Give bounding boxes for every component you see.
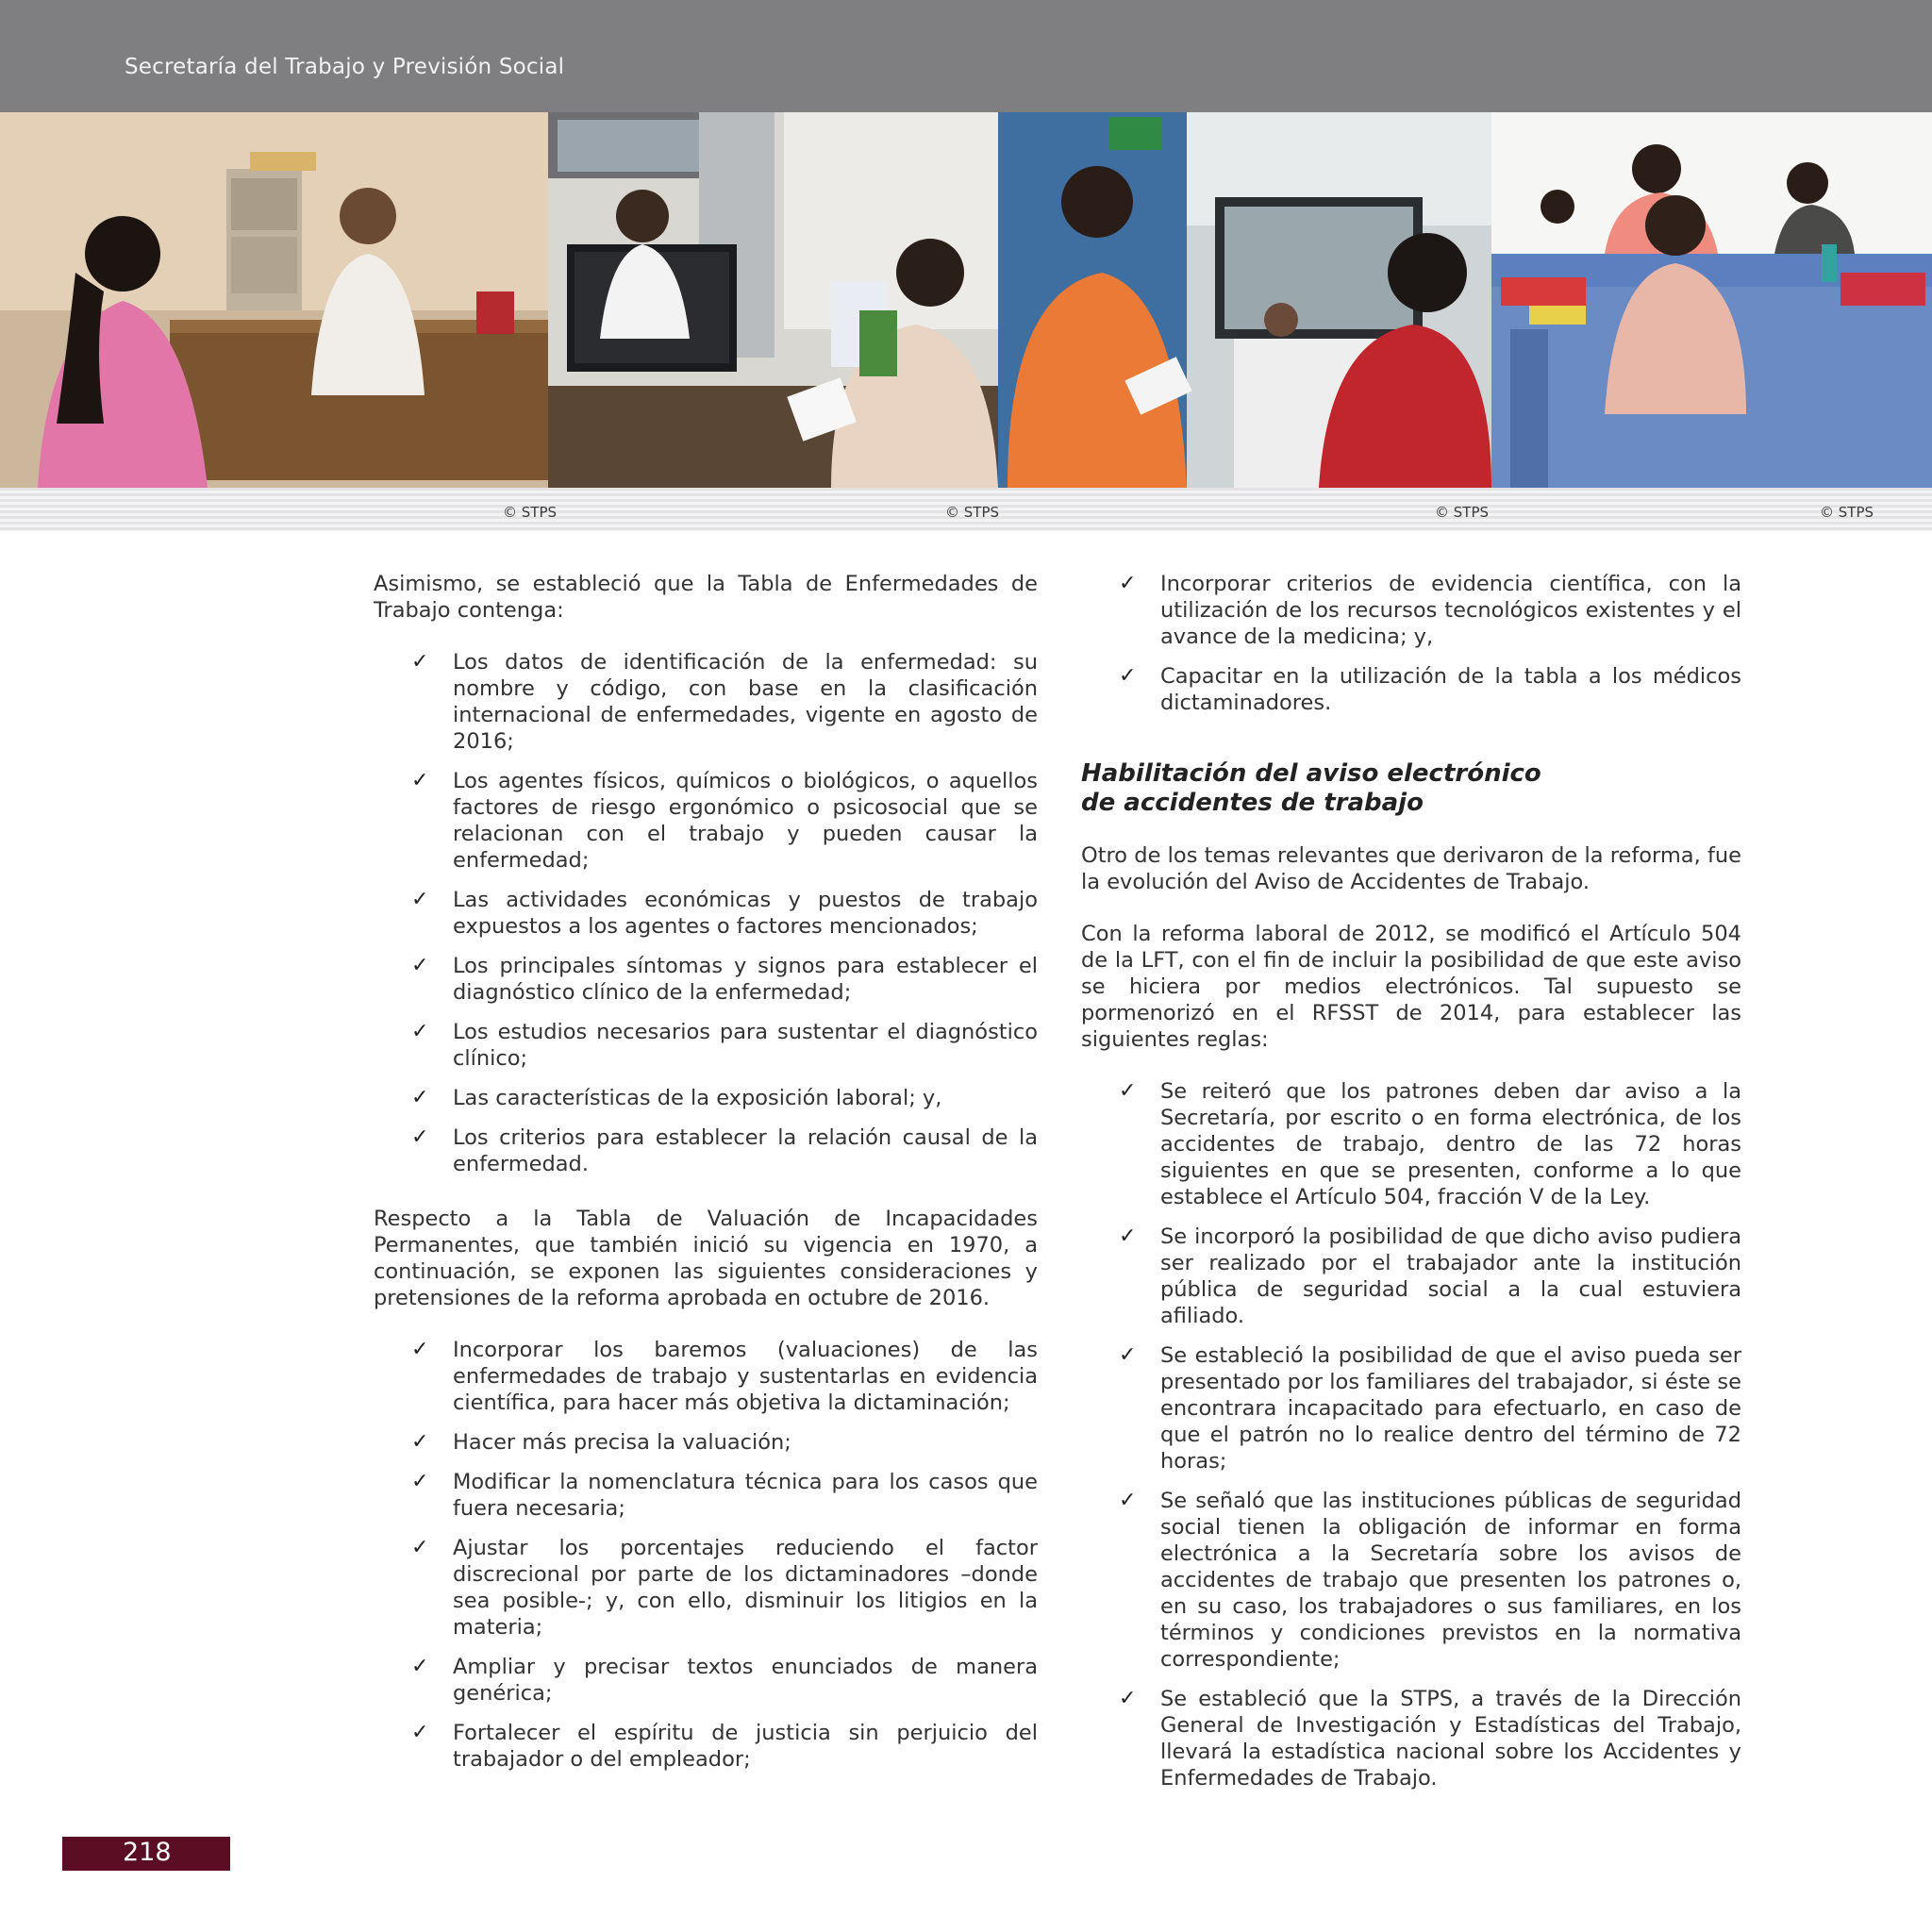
list-item: ✓ Se estableció la posibilidad de que el aviso pueda ser presentado por los familiares del trabajador, si éste se encontrara incapacitado para efectuarlo, en caso de que el patrón no lo realice dentro del término de 72 horas; [1119,1343,1741,1474]
list-item: ✓ Se reiteró que los patrones deben dar aviso a la Secretaría, por escrito o en forma electrónica, de los accidentes de trabajo, dentro de las 72 horas siguientes en que se presenten, conforme a lo que establece el Artículo 504, fracción V de la Ley. [1119,1079,1741,1209]
checkmark-icon: ✓ [1119,1687,1137,1710]
checkmark-icon: ✓ [411,1721,429,1744]
checkmark-icon: ✓ [411,650,429,674]
checkmark-icon: ✓ [1119,1224,1137,1248]
section-paragraph: Otro de los temas relevantes que derivaron de la reforma, fue la evolución del Aviso de Accidentes de Trabajo. [1081,843,1741,894]
photo-credit: © STPS [1435,504,1490,521]
running-header-title: Secretaría del Trabajo y Previsión Social [125,55,565,79]
photo-credit: © STPS [945,504,1000,521]
service-window-photo [998,112,1491,488]
list-item: ✓ Las actividades económicas y puestos de trabajo expuestos a los agentes o factores mencionados; [411,888,1038,939]
photo-credit: © STPS [503,504,558,521]
list-item: ✓ Ajustar los porcentajes reduciendo el factor discrecional por parte de los dictaminadores –donde sea posible-; y, con ello, disminuir los litigios en la materia; [411,1536,1038,1640]
list-item: ✓ Incorporar criterios de evidencia científica, con la utilización de los recursos tecnológicos existentes y el avance de la medicina; y, [1119,572,1741,649]
list-item: ✓ Fortalecer el espíritu de justicia sin perjuicio del trabajador o del empleador; [411,1721,1038,1772]
checkmark-icon: ✓ [411,888,429,911]
list-item: ✓ Los criterios para establecer la relación causal de la enfermedad. [411,1125,1038,1176]
checkmark-icon: ✓ [411,954,429,977]
checkmark-icon: ✓ [411,1430,429,1454]
section-paragraph: Con la reforma laboral de 2012, se modificó el Artículo 504 de la LFT, con el fin de incluir la posibilidad de que este aviso se hiciera por medios electrónicos. Tal supuesto se pormenorizó en el RFSST de 2014, para establecer las siguientes reglas: [1081,922,1741,1052]
list-item: ✓ Modificar la nomenclatura técnica para los casos que fuera necesaria; [411,1470,1038,1521]
list-item: ✓ Se señaló que las instituciones públicas de seguridad social tienen la obligación de informar en forma electrónica a la Secretaría sobre los avisos de accidentes de trabajo que presenten los patrones o, en su caso, los trabajadores o sus familiares, en los términos y condiciones previstos en la normativa correspondiente; [1119,1489,1741,1672]
page-number: 218 [123,1838,172,1867]
checkmark-icon: ✓ [1119,572,1137,595]
list-item: ✓ Los estudios necesarios para sustentar el diagnóstico clínico; [411,1020,1038,1071]
photo-strip [0,112,1932,488]
list-item: ✓ Los datos de identificación de la enfermedad: su nombre y código, con base en la clasificación internacional de enfermedades, vigente en agosto de 2016; [411,650,1038,754]
section-heading: Habilitación del aviso electrónico de accidentes de trabajo [1081,759,1541,817]
checkmark-icon: ✓ [411,1125,429,1149]
disease-table-contents-list [374,649,1038,1177]
checkmark-icon: ✓ [411,1086,429,1109]
list-item: ✓ Hacer más precisa la valuación; [411,1430,791,1455]
list-item: ✓ Se estableció que la STPS, a través de la Dirección General de Investigación y Estadísticas del Trabajo, llevará la estadística nacional sobre los Accidentes y Enfermedades de Trabajo. [1119,1687,1741,1790]
valuation-table-paragraph: Respecto a la Tabla de Valuación de Incapacidades Permanentes, que también inició su vigencia en 1970, a continuación, se exponen las siguientes consideraciones y pretensiones de la reforma aprobada en octubre de 2016. [374,1207,1038,1310]
reform-considerations-list [374,1337,1038,1773]
list-item: ✓ Se incorporó la posibilidad de que dicho aviso pudiera ser realizado por el trabajador ante la institución pública de seguridad social a la cual estuviera afiliado. [1119,1224,1741,1328]
checkmark-icon: ✓ [411,1470,429,1493]
list-item: ✓ Los agentes físicos, químicos o biológicos, o aquellos factores de riesgo ergonómico o psicosocial que se relacionan con el trabajo y pueden causar la enfermedad; [411,769,1038,873]
right-column [1081,571,1741,1820]
computer-desk-photo [548,112,998,488]
list-item: ✓ Incorporar los baremos (valuaciones) de las enfermedades de trabajo y sustentarlas en evidencia científica, para hacer más objetiva la dictaminación; [411,1338,1038,1415]
reception-counter-photo [1491,112,1932,488]
checkmark-icon: ✓ [411,1536,429,1559]
checkmark-icon: ✓ [411,769,429,792]
checkmark-icon: ✓ [1119,1079,1137,1103]
checkmark-icon: ✓ [1119,1489,1137,1512]
office-interview-photo [0,112,548,488]
left-column [374,571,1038,1801]
checkmark-icon: ✓ [411,1020,429,1043]
list-item: ✓ Los principales síntomas y signos para establecer el diagnóstico clínico de la enfermedad; [411,954,1038,1005]
checkmark-icon: ✓ [411,1655,429,1678]
list-item: ✓ Las características de la exposición laboral; y, [411,1086,942,1110]
photo-credit: © STPS [1820,504,1874,521]
checkmark-icon: ✓ [1119,664,1137,688]
accident-notice-rules-list [1081,1078,1741,1791]
checkmark-icon: ✓ [1119,1343,1137,1367]
checkmark-icon: ✓ [411,1338,429,1361]
list-item: ✓ Capacitar en la utilización de la tabla a los médicos dictaminadores. [1119,664,1741,715]
intro-paragraph: Asimismo, se estableció que la Tabla de Enfermedades de Trabajo contenga: [374,572,1038,623]
reform-considerations-continued-list [1081,571,1741,716]
list-item: ✓ Ampliar y precisar textos enunciados de manera genérica; [411,1655,1038,1706]
